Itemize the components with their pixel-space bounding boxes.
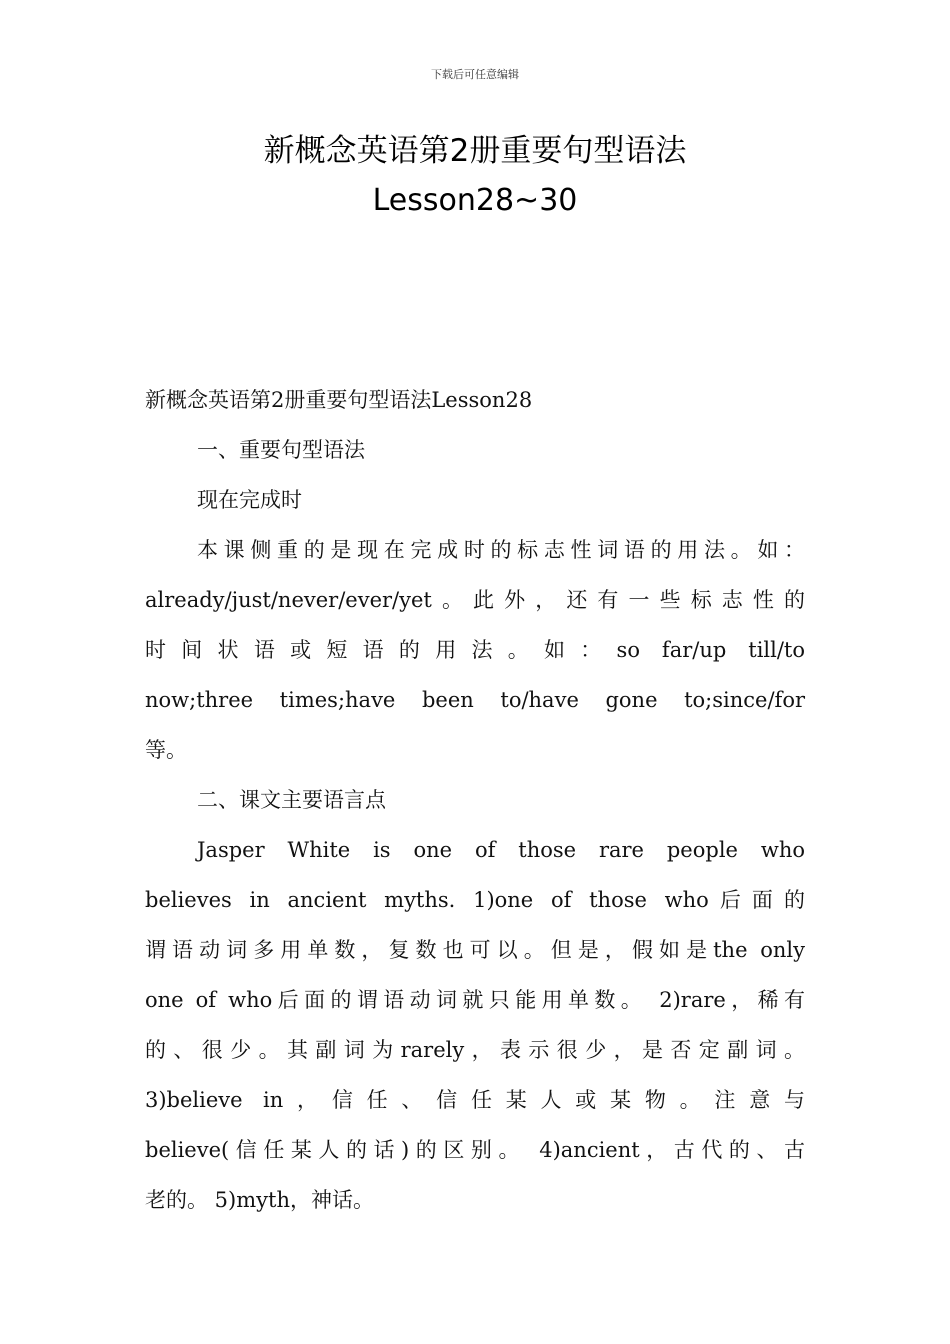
paragraph-1-line: 时间状语或短语的用法。如：so far/up till/to bbox=[145, 638, 805, 662]
paragraph-2-line: 老的。 5)myth，神话。 bbox=[145, 1188, 374, 1212]
topic-heading: 现在完成时 bbox=[197, 488, 302, 512]
page-subtitle: Lesson28~30 bbox=[372, 183, 578, 218]
paragraph-1-line: now;three times;have been to/have gone to;since/for bbox=[145, 688, 805, 712]
paragraph-2-line: 的、很少。其副词为rarely，表示很少，是否定副词。 bbox=[145, 1038, 805, 1062]
section2-heading: 二、课文主要语言点 bbox=[197, 788, 386, 812]
page-title: 新概念英语第2册重要句型语法 bbox=[263, 133, 687, 169]
paragraph-2-line: one of who后面的谓语动词就只能用单数。 2)rare，稀有 bbox=[145, 988, 805, 1012]
paragraph-1-line: 本课侧重的是现在完成时的标志性词语的用法。如： bbox=[197, 538, 805, 562]
lesson-heading: 新概念英语第2册重要句型语法Lesson28 bbox=[145, 388, 533, 412]
section1-heading: 一、重要句型语法 bbox=[197, 438, 365, 462]
paragraph-2-line: believes in ancient myths. 1)one of those who后面的 bbox=[145, 888, 805, 912]
paragraph-2 bbox=[145, 825, 805, 1225]
paragraph-1 bbox=[145, 525, 805, 775]
header-note: 下载后可任意编辑 bbox=[431, 68, 519, 81]
paragraph-2-line: 谓语动词多用单数，复数也可以。但是，假如是the only bbox=[145, 938, 805, 962]
document-body bbox=[145, 375, 805, 1225]
paragraph-2-line: Jasper White is one of those rare people who bbox=[197, 838, 805, 862]
paragraph-2-line: believe(信任某人的话)的区别。 4)ancient，古代的、古 bbox=[145, 1138, 805, 1162]
paragraph-1-line: already/just/never/ever/yet。此外，还有一些标志性的 bbox=[145, 588, 805, 612]
paragraph-1-line: 等。 bbox=[145, 738, 187, 762]
paragraph-2-line: 3)believe in，信任、信任某人或某物。注意与 bbox=[145, 1088, 805, 1112]
